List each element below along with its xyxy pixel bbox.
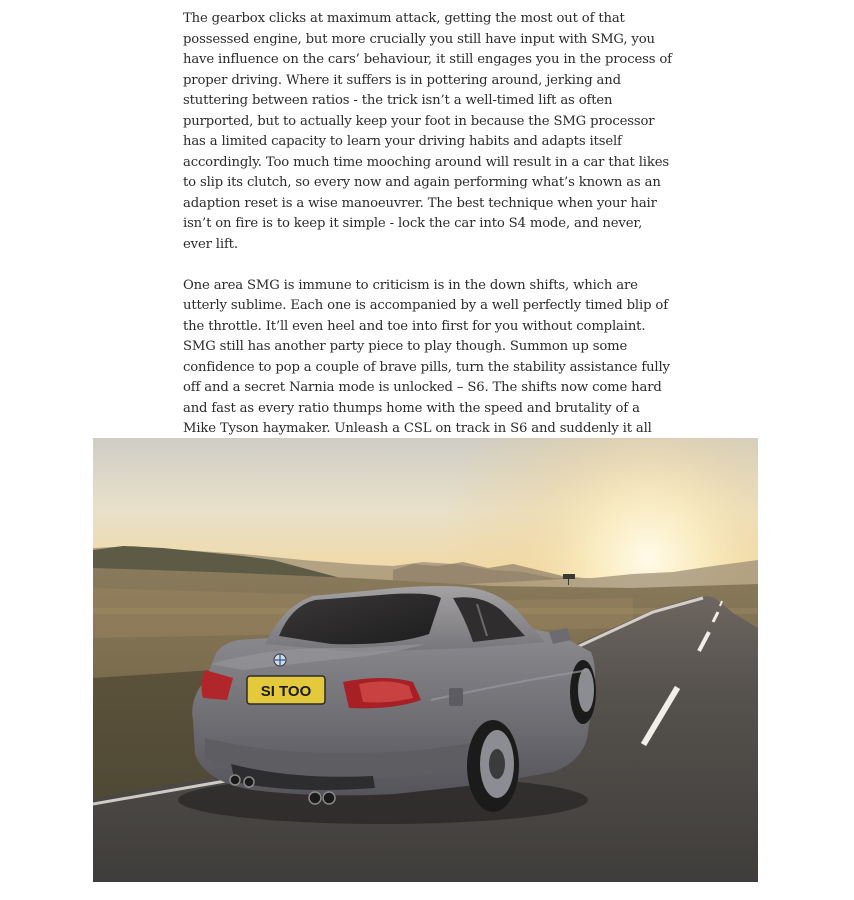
article-paragraph: One area SMG is immune to criticism is in the down shifts, which are utterly sublime. Each one is accompanied by a well perfectly timed blip of the throttle. It’ll even heel and toe into first for you without complaint. SMG still has another party piece to play though. Summon up some confidence to pop a couple of brave pills, turn the stability assistance fully off and a secret Narnia mode is unlocked – S6. The shifts now come hard and fast as every ratio thumps home with the speed and brutality of a Mike Tyson haymaker. Unleash a CSL on track in S6 and suddenly it all: [183, 277, 670, 436]
article-paragraph: The gearbox clicks at maximum attack, getting the most out of that possessed engine, but more crucially you still have input with SMG, you have influence on the cars’ behaviour, it still engages you in the process of proper driving. Where it suffers is in pottering around, jerking and stuttering between ratios - the trick isn’t a well-timed lift as often purported, but to actually keep your foot in because the SMG processor has a limited capacity to learn your driving habits and adapts itself accordingly. Too much time mooching around will result in a car that likes to slip its clutch, so every now and again performing what’s known as an adaption reset is a wise manoeuvrer. The best technique when your hair isn’t on fire is to keep it simple - lock the car into S4 mode, and never, ever lift.: [183, 11, 672, 252]
article-body: [183, 9, 673, 460]
photo-illustration: [93, 438, 758, 882]
license-plate-text: SI TOO: [260, 683, 312, 700]
article-photo-car-on-road: [93, 438, 758, 882]
